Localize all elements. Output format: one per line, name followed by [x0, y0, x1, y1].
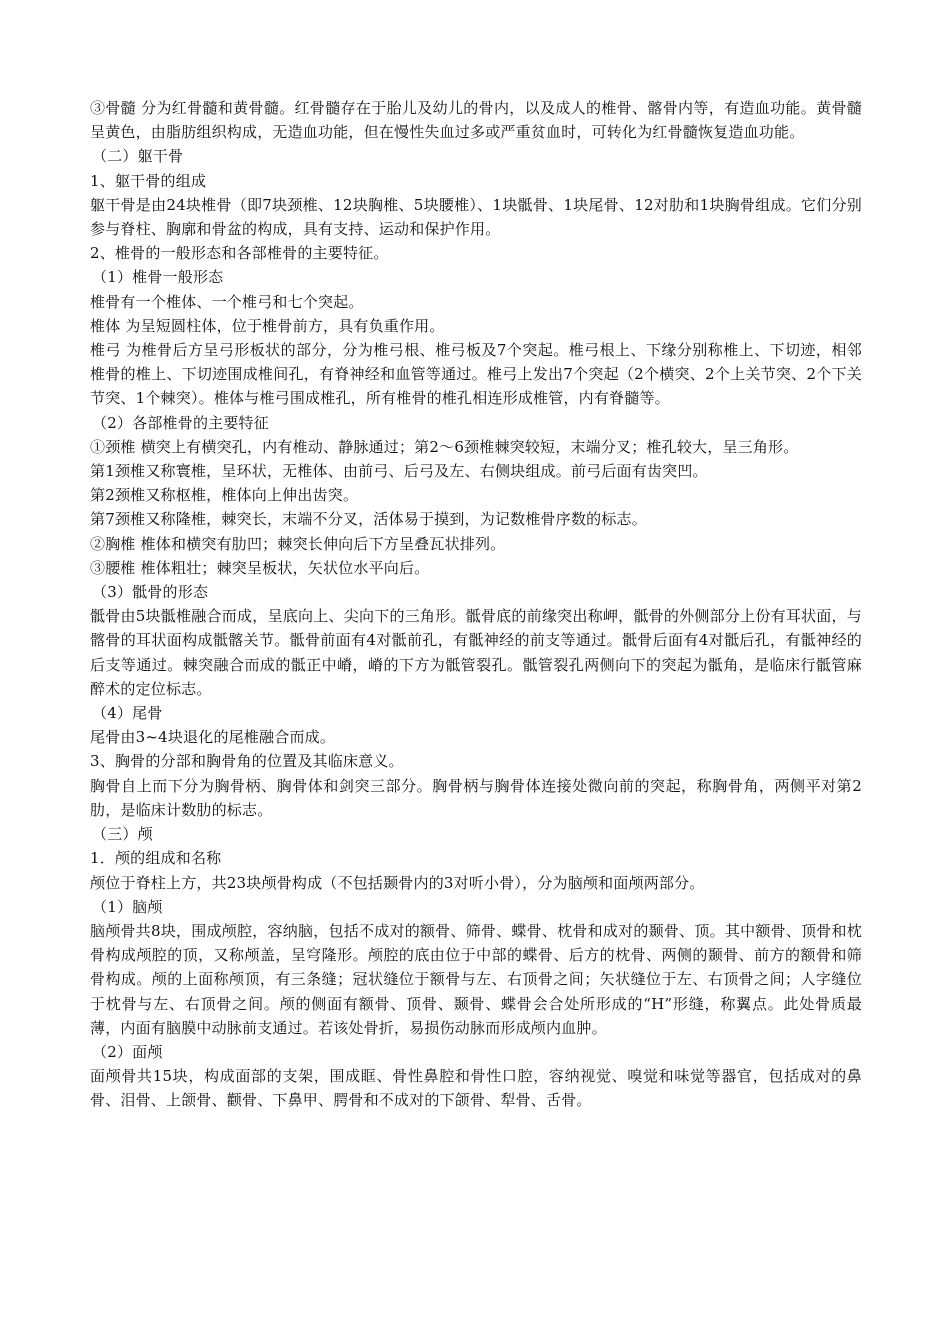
document-page: [90, 96, 862, 1113]
paragraph-facial-skeleton: 面颅骨共15块，构成面部的支架，围成眶、骨性鼻腔和骨性口腔，容纳视觉、嗅觉和味觉等器官，包括成对的鼻骨、泪骨、上颌骨、颧骨、下鼻甲、腭骨和不成对的下颌骨、犁骨、舌骨。: [90, 1067, 862, 1110]
paragraph-coccyx: 尾骨由3~4块退化的尾椎融合而成。: [90, 728, 336, 747]
heading-coccyx: （4）尾骨: [92, 704, 163, 723]
paragraph-skull-composition: 颅位于脊柱上方，共23块颅骨构成（不包括颞骨内的3对听小骨），分为脑颅和面颅两部分。: [90, 873, 705, 892]
heading-skull: （三）颅: [92, 825, 153, 844]
paragraph-vertebral-arch: 椎弓 为椎骨后方呈弓形板状的部分，分为椎弓根、椎弓板及7个突起。椎弓根上、下缘分别称椎上、下切迹，相邻椎骨的椎上、下切迹围成椎间孔，有脊神经和血管等通过。椎弓上发出7个突起（2个横突、2个上关节突、2个下关节突、1个棘突）。椎体与椎弓围成椎孔，所有椎骨的椎孔相连形成椎管，内有脊髓等。: [90, 341, 862, 408]
subheading-skull-composition: 1．颅的组成和名称: [90, 849, 222, 868]
heading-facial-skeleton: （2）面颅: [92, 1042, 163, 1061]
paragraph-sacrum: 骶骨由5块骶椎融合而成，呈底向上、尖向下的三角形。骶骨底的前缘突出称岬，骶骨的外侧部分上份有耳状面，与髂骨的耳状面构成骶髂关节。骶骨前面有4对骶前孔，有骶神经的前支等通过。骶骨后面有4对骶后孔，有骶神经的后支等通过。棘突融合而成的骶正中嵴，嵴的下方为骶管裂孔。骶管裂孔两侧向下的突起为骶角，是临床行骶管麻醉术的定位标志。: [90, 607, 862, 698]
paragraph-cervical: ①颈椎 横突上有横突孔，内有椎动、静脉通过；第2～6颈椎棘突较短，末端分叉；椎孔较大，呈三角形。: [90, 437, 799, 456]
heading-vertebra-regional: （2）各部椎骨的主要特征: [92, 413, 269, 432]
paragraph-vertebral-body: 椎体 为呈短圆柱体，位于椎骨前方，具有负重作用。: [90, 316, 445, 335]
paragraph-thoracic: ②胸椎 椎体和横突有肋凹；棘突长伸向后下方呈叠瓦状排列。: [90, 534, 506, 553]
paragraph-bone-marrow: ③骨髓 分为红骨髓和黄骨髓。红骨髓存在于胎儿及幼儿的骨内，以及成人的椎骨、髂骨内等，有造血功能。黄骨髓呈黄色，由脂肪组织构成，无造血功能，但在慢性失血过多或严重贫血时，可转化为红骨髓恢复造血功能。: [90, 99, 862, 142]
paragraph-axis: 第2颈椎又称枢椎，椎体向上伸出齿突。: [90, 486, 359, 505]
paragraph-vertebra-parts: 椎骨有一个椎体、一个椎弓和七个突起。: [90, 292, 364, 311]
subheading-sternum: 3、胸骨的分部和胸骨角的位置及其临床意义。: [90, 752, 404, 771]
heading-vertebra-general: （1）椎骨一般形态: [92, 268, 224, 287]
paragraph-atlas: 第1颈椎又称寰椎，呈环状，无椎体、由前弓、后弓及左、右侧块组成。前弓后面有齿突凹。: [90, 462, 708, 481]
paragraph-vertebra-prominens: 第7颈椎又称隆椎，棘突长，末端不分叉，活体易于摸到，为记数椎骨序数的标志。: [90, 510, 647, 529]
paragraph-lumbar: ③腰椎 椎体粗壮；棘突呈板状，矢状位水平向后。: [90, 558, 430, 577]
heading-neurocranium: （1）脑颅: [92, 897, 163, 916]
heading-trunk-bones: （二）躯干骨: [92, 147, 184, 166]
subheading-vertebra-features: 2、椎骨的一般形态和各部椎骨的主要特征。: [90, 244, 389, 263]
paragraph-neurocranium: 脑颅骨共8块，围成颅腔，容纳脑，包括不成对的额骨、筛骨、蝶骨、枕骨和成对的颞骨、顶。其中额骨、顶骨和枕骨构成颅腔的顶，又称颅盖，呈穹隆形。颅腔的底由位于中部的蝶骨、后方的枕骨、两侧的颞骨、前方的额骨和筛骨构成。颅的上面称颅顶，有三条缝；冠状缝位于额骨与左、右顶骨之间；矢状缝位于左、右顶骨之间；人字缝位于枕骨与左、右顶骨之间。颅的侧面有额骨、顶骨、颞骨、蝶骨会合处所形成的“H”形缝，称翼点。此处骨质最薄，内面有脑膜中动脉前支通过。若该处骨折，易损伤动脉而形成颅内血肿。: [90, 921, 862, 1037]
paragraph-sternum: 胸骨自上而下分为胸骨柄、胸骨体和剑突三部分。胸骨柄与胸骨体连接处微向前的突起，称胸骨角，两侧平对第2肋，是临床计数肋的标志。: [90, 776, 862, 819]
heading-sacrum: （3）骶骨的形态: [92, 583, 209, 602]
paragraph-trunk-composition: 躯干骨是由24块椎骨（即7块颈椎、12块胸椎、5块腰椎）、1块骶骨、1块尾骨、12对肋和1块胸骨组成。它们分别参与脊柱、胸廓和骨盆的构成，具有支持、运动和保护作用。: [90, 195, 862, 239]
subheading-trunk-composition: 1、躯干骨的组成: [90, 171, 207, 190]
